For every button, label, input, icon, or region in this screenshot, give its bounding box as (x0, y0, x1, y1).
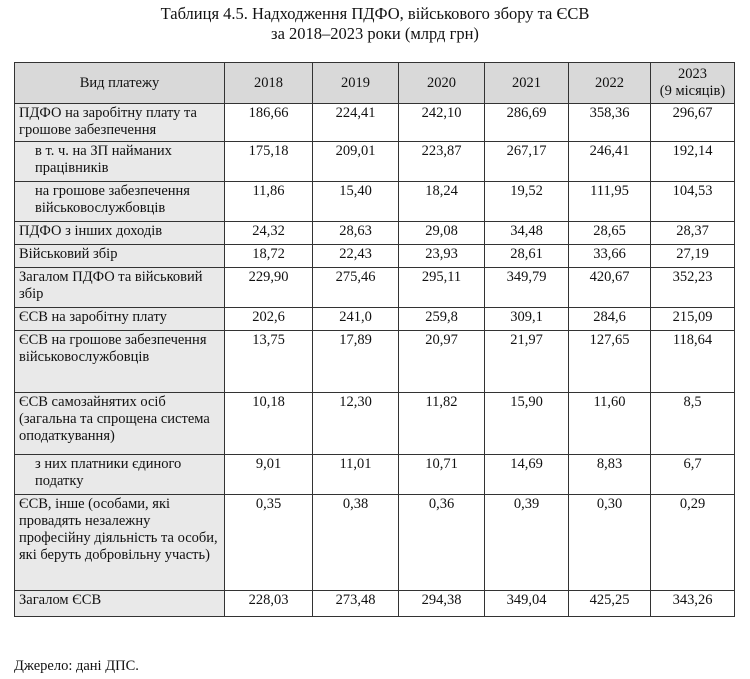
table-row (15, 104, 735, 142)
cell-value: 18,24 (399, 182, 485, 222)
cell-value: 343,26 (651, 591, 735, 617)
table-row (15, 182, 735, 222)
row-label: ЄСВ на грошове забезпечення військовослужбовців (15, 331, 225, 393)
cell-value: 24,32 (225, 222, 313, 245)
cell-value: 242,10 (399, 104, 485, 142)
table-body (15, 104, 735, 617)
table-title-line-1: Таблиця 4.5. Надходження ПДФО, військового збору та ЄСВ (160, 4, 590, 23)
cell-value: 349,04 (485, 591, 569, 617)
row-label: ПДФО з інших доходів (15, 222, 225, 245)
cell-value: 215,09 (651, 308, 735, 331)
data-table (14, 62, 735, 617)
cell-value: 10,71 (399, 455, 485, 495)
row-label: ЄСВ на заробітну плату (15, 308, 225, 331)
table-row (15, 222, 735, 245)
cell-value: 309,1 (485, 308, 569, 331)
cell-value: 111,95 (569, 182, 651, 222)
row-label: Загалом ЄСВ (15, 591, 225, 617)
table-title-line-2: за 2018–2023 роки (млрд грн) (271, 24, 479, 43)
cell-value: 229,90 (225, 268, 313, 308)
cell-value: 0,35 (225, 495, 313, 591)
cell-value: 13,75 (225, 331, 313, 393)
cell-value: 241,0 (313, 308, 399, 331)
header-year: 2018 (225, 63, 313, 104)
header-year-last (651, 63, 735, 104)
cell-value: 296,67 (651, 104, 735, 142)
cell-value: 284,6 (569, 308, 651, 331)
cell-value: 352,23 (651, 268, 735, 308)
cell-value: 12,30 (313, 393, 399, 455)
cell-value: 358,36 (569, 104, 651, 142)
header-year: 2020 (399, 63, 485, 104)
table-title (0, 4, 750, 44)
cell-value: 0,29 (651, 495, 735, 591)
cell-value: 224,41 (313, 104, 399, 142)
cell-value: 10,18 (225, 393, 313, 455)
cell-value: 8,83 (569, 455, 651, 495)
cell-value: 228,03 (225, 591, 313, 617)
cell-value: 28,65 (569, 222, 651, 245)
row-label: в т. ч. на ЗП найманих працівників (15, 142, 225, 182)
cell-value: 11,01 (313, 455, 399, 495)
row-label: Загалом ПДФО та військовий збір (15, 268, 225, 308)
cell-value: 118,64 (651, 331, 735, 393)
cell-value: 0,38 (313, 495, 399, 591)
table-row (15, 268, 735, 308)
row-label: з них платники єдиного податку (15, 455, 225, 495)
cell-value: 273,48 (313, 591, 399, 617)
cell-value: 0,30 (569, 495, 651, 591)
cell-value: 104,53 (651, 182, 735, 222)
cell-value: 294,38 (399, 591, 485, 617)
header-last-year: 2023 (678, 66, 707, 82)
header-last-year-note: (9 місяців) (659, 83, 726, 99)
cell-value: 28,37 (651, 222, 735, 245)
table-row (15, 331, 735, 393)
source-note: Джерело: дані ДПС. (14, 658, 139, 674)
table-row (15, 142, 735, 182)
cell-value: 15,90 (485, 393, 569, 455)
cell-value: 286,69 (485, 104, 569, 142)
cell-value: 29,08 (399, 222, 485, 245)
table-row (15, 455, 735, 495)
table-row (15, 495, 735, 591)
header-year: 2022 (569, 63, 651, 104)
cell-value: 267,17 (485, 142, 569, 182)
cell-value: 23,93 (399, 245, 485, 268)
row-label: Військовий збір (15, 245, 225, 268)
cell-value: 295,11 (399, 268, 485, 308)
cell-value: 8,5 (651, 393, 735, 455)
table-row (15, 308, 735, 331)
cell-value: 28,61 (485, 245, 569, 268)
cell-value: 175,18 (225, 142, 313, 182)
cell-value: 17,89 (313, 331, 399, 393)
table-row (15, 245, 735, 268)
cell-value: 21,97 (485, 331, 569, 393)
header-label: Вид платежу (15, 63, 225, 104)
cell-value: 34,48 (485, 222, 569, 245)
cell-value: 420,67 (569, 268, 651, 308)
cell-value: 202,6 (225, 308, 313, 331)
cell-value: 223,87 (399, 142, 485, 182)
row-label: на грошове забезпечення військовослужбовців (15, 182, 225, 222)
cell-value: 0,36 (399, 495, 485, 591)
cell-value: 192,14 (651, 142, 735, 182)
cell-value: 22,43 (313, 245, 399, 268)
cell-value: 33,66 (569, 245, 651, 268)
cell-value: 246,41 (569, 142, 651, 182)
cell-value: 209,01 (313, 142, 399, 182)
cell-value: 18,72 (225, 245, 313, 268)
cell-value: 186,66 (225, 104, 313, 142)
cell-value: 349,79 (485, 268, 569, 308)
table-row (15, 393, 735, 455)
cell-value: 28,63 (313, 222, 399, 245)
cell-value: 11,82 (399, 393, 485, 455)
cell-value: 0,39 (485, 495, 569, 591)
table-row (15, 591, 735, 617)
cell-value: 275,46 (313, 268, 399, 308)
header-year: 2021 (485, 63, 569, 104)
row-label: ЄСВ самозайнятих осіб (загальна та спрощена система оподаткування) (15, 393, 225, 455)
cell-value: 6,7 (651, 455, 735, 495)
cell-value: 259,8 (399, 308, 485, 331)
cell-value: 9,01 (225, 455, 313, 495)
cell-value: 127,65 (569, 331, 651, 393)
cell-value: 425,25 (569, 591, 651, 617)
cell-value: 15,40 (313, 182, 399, 222)
cell-value: 20,97 (399, 331, 485, 393)
header-year: 2019 (313, 63, 399, 104)
cell-value: 11,86 (225, 182, 313, 222)
cell-value: 11,60 (569, 393, 651, 455)
row-label: ПДФО на заробітну плату та грошове забезпечення (15, 104, 225, 142)
row-label: ЄСВ, інше (особами, які провадять незалежну професійну діяльність та особи, які беруть добровільну участь) (15, 495, 225, 591)
header-row (15, 63, 735, 104)
cell-value: 19,52 (485, 182, 569, 222)
cell-value: 27,19 (651, 245, 735, 268)
cell-value: 14,69 (485, 455, 569, 495)
